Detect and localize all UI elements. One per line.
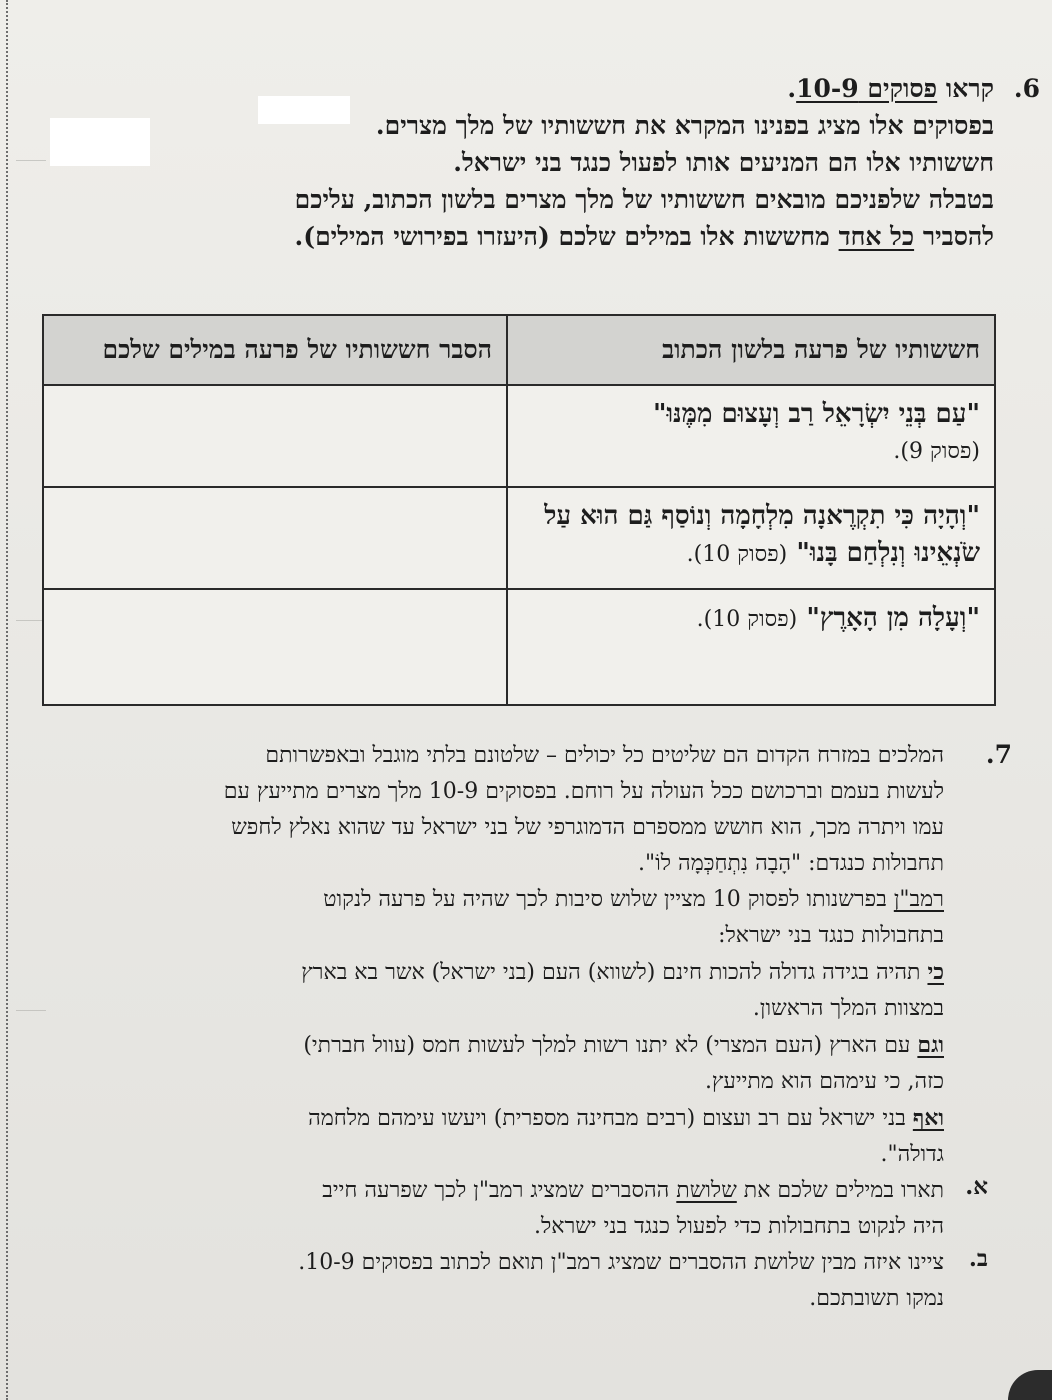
table-header-row (43, 315, 995, 385)
subquestion-label: א. (965, 1173, 988, 1200)
q6-text-line: בטבלה שלפניכם מובאים חששותיו של מלך מצרים בלשון הכתוב, עליכם (294, 185, 994, 214)
subquestion-line: היה לנקוט בתחבולות כדי לפעול כנגד בני ישראל. (534, 1214, 944, 1239)
reason-keyword: ואף (912, 1105, 944, 1131)
answer-cell[interactable] (43, 385, 507, 487)
reason-line: גדולה". (880, 1142, 944, 1167)
verse-ref: (פסוק 10). (686, 542, 788, 567)
q6-instruction-line: קראו פסוקים 10-9. (787, 74, 994, 103)
page-corner-shape (1008, 1370, 1052, 1400)
emphasis-three: שלושת (676, 1178, 737, 1203)
reason-line: כי תהיה בגידה גדולה להכות חינם (לשווא) העם (בני ישראל) אשר בא בארץ (301, 959, 944, 985)
table-header-cell: חששותיו של פרעה בלשון הכתוב (507, 315, 995, 385)
reason-keyword: וגם (917, 1032, 944, 1058)
fears-table (42, 314, 996, 706)
dotted-margin-line (6, 0, 8, 1400)
q7-text-line: תחבולות כנגדם: "הָבָה נִתְחַכְּמָה לוֹ". (638, 851, 944, 876)
reason-line: כזה, כי עימהם הוא מתייעץ. (704, 1069, 944, 1094)
q6-text-line: בפסוקים אלו מציג בפנינו המקרא את חששותיו של מלך מצרים. (375, 111, 994, 140)
q7-text-line: עמו ויתרה מכך, הוא חושש ממספרם הדמוגרפי של בני ישראל עד שהוא נאלץ לחפש (231, 815, 944, 840)
reason-keyword: כי (927, 959, 944, 985)
subquestion-line: נמקו תשובתכם. (809, 1286, 944, 1311)
subquestion-line: תארו במילים שלכם את שלושת ההסברים שמציג רמב"ן לכך שפרעה חייב (322, 1178, 944, 1203)
subquestion-a (64, 1173, 988, 1245)
q7-text-line: רמב"ן בפרשנותו לפסוק 10 מציין שלוש סיבות לכך שהיה על פרעה לנקוט (323, 887, 944, 912)
question-number: 7. (985, 740, 1012, 769)
subquestion-label: ב. (968, 1245, 988, 1272)
verse-text: "עַם בְּנֵי יִשְׂרָאֵל רַב וְעָצוּם מִמֶּנּוּ" (652, 399, 980, 429)
redaction-box (50, 118, 150, 166)
question-number: 6. (1013, 74, 1040, 103)
verse-cell (507, 589, 995, 705)
verses-reference: פסוקים 10-9 (796, 74, 938, 103)
redaction-box (258, 96, 350, 124)
q7-text-line: לעשות בעמם וברכושם ככל העולה על רוחם. בפסוקים 10-9 מלך מצרים מתייעץ עם (223, 779, 944, 804)
margin-shadow-mark (16, 160, 46, 173)
verse-cell (507, 385, 995, 487)
reason-line: וגם עם הארץ (העם המצרי) לא יתנו רשות למלך לעשות חמס (עוול חברתי) (303, 1032, 944, 1058)
q6-text-line: חששותיו אלו הם המניעים אותו לפעול כנגד בני ישראל. (453, 148, 994, 177)
table-row (43, 487, 995, 589)
table-header-cell: הסבר חששותיו של פרעה במילים שלכם (43, 315, 507, 385)
reason-line: ואף בני ישראל עם רב ועצום (רבים מבחינה מספרית) ויעשו עימהם מלחמה (308, 1105, 944, 1131)
answer-cell[interactable] (43, 487, 507, 589)
q7-text-line: בתחבולות כנגד בני ישראל: (718, 923, 944, 948)
verse-ref: (פסוק 10). (696, 607, 798, 632)
table-row (43, 589, 995, 705)
question-7 (64, 738, 1012, 1317)
verse-ref: (פסוק 9). (893, 439, 980, 464)
verse-text: "וְעָלָה מִן הָאָרֶץ" (פסוק 10). (696, 603, 980, 633)
reason-line: במצוות המלך הראשון. (752, 996, 944, 1021)
subquestion-b (64, 1245, 988, 1317)
verse-text: "וְהָיָה כִּי תִקְרֶאנָה מִלְחָמָה וְנוֹסַף גַּם הוּא עַל שֹׂנְאֵינוּ וְנִלְחַם בָּנוּ" (פסוק 10). (544, 501, 980, 568)
answer-cell[interactable] (43, 589, 507, 705)
table-row (43, 385, 995, 487)
verse-cell (507, 487, 995, 589)
q6-text-line: להסביר כל אחד מחששות אלו במילים שלכם (היעזרו בפירושי המילים). (294, 222, 994, 251)
subquestion-line: ציינו איזה מבין שלושת ההסברים שמציג רמב"ן תואם לכתוב בפסוקים 10-9. (298, 1250, 944, 1275)
margin-shadow-mark (16, 1010, 46, 1023)
ramban-label: רמב"ן (893, 887, 944, 912)
emphasis-each: כל אחד (838, 222, 915, 251)
q7-text-line: המלכים במזרח הקדום הם שליטים כל יכולים – שלטונם בלתי מוגבל ובאפשרותם (265, 743, 944, 768)
question-6 (74, 70, 1040, 255)
